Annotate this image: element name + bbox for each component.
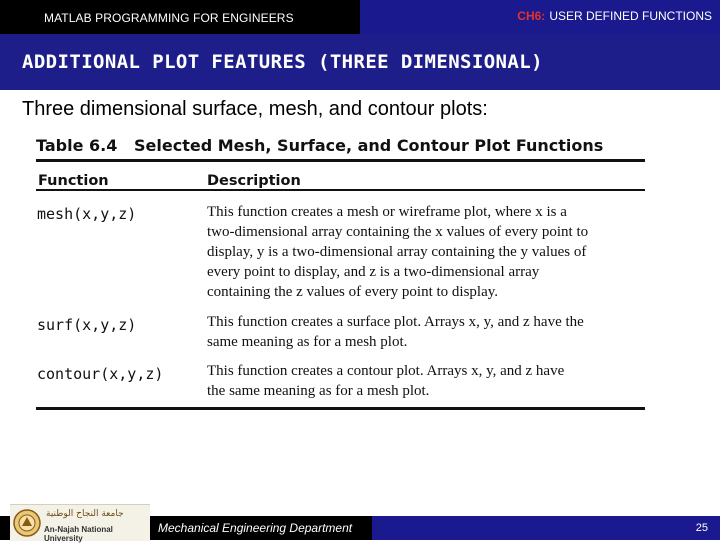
logo-english-text: An-Najah National University xyxy=(44,525,113,543)
description-line: two-dimensional array containing the x values of every point to xyxy=(207,224,589,240)
slide-title: ADDITIONAL PLOT FEATURES (THREE DIMENSIONAL) xyxy=(22,51,543,73)
header-left-panel xyxy=(0,0,360,34)
description-line: containing the z values of every point to display. xyxy=(207,284,499,300)
description-line: display, y is a two-dimensional array containing the y values of xyxy=(207,244,587,260)
course-title: MATLAB PROGRAMMING FOR ENGINEERS xyxy=(44,11,294,25)
description-line: same meaning as for a mesh plot. xyxy=(207,334,408,350)
description-line: This function creates a surface plot. Arrays x, y, and z have the xyxy=(207,314,584,330)
chapter-number: CH6: xyxy=(517,9,546,23)
chapter-label xyxy=(517,9,712,23)
logo-arabic-text: جامعة النجاح الوطنية xyxy=(46,509,124,519)
description-cell-contour xyxy=(207,361,647,401)
table-caption: Selected Mesh, Surface, and Contour Plot Functions xyxy=(134,136,604,155)
university-seal-icon xyxy=(12,508,42,538)
description-line: This function creates a mesh or wireframe plot, where x is a xyxy=(207,204,567,220)
table-header-rule xyxy=(36,189,645,191)
plot-functions-table xyxy=(36,132,646,417)
department-name: Mechanical Engineering Department xyxy=(158,521,353,535)
description-line: the same meaning as for a mesh plot. xyxy=(207,383,430,399)
chapter-title: USER DEFINED FUNCTIONS xyxy=(549,9,712,23)
description-cell-mesh xyxy=(207,202,647,302)
slide-header xyxy=(0,0,720,34)
table-number: Table 6.4 xyxy=(36,136,118,155)
footer-page-panel xyxy=(372,516,720,540)
description-line: every point to display, and z is a two-dimensional array xyxy=(207,264,540,280)
header-right-panel xyxy=(360,0,720,34)
title-band xyxy=(0,34,720,90)
university-logo xyxy=(10,504,150,541)
table-bottom-rule xyxy=(36,407,645,410)
function-cell-mesh: mesh(x,y,z) xyxy=(37,205,137,223)
footer-edge xyxy=(0,516,10,540)
function-cell-contour: contour(x,y,z) xyxy=(37,365,164,383)
page-number: 25 xyxy=(695,522,708,534)
description-line: This function creates a contour plot. Arrays x, y, and z have xyxy=(207,363,565,379)
description-cell-surf xyxy=(207,312,647,352)
slide-subtitle: Three dimensional surface, mesh, and contour plots: xyxy=(22,98,488,120)
column-header-description: Description xyxy=(207,173,301,189)
table-top-rule xyxy=(36,159,645,162)
function-cell-surf: surf(x,y,z) xyxy=(37,316,137,334)
table-heading xyxy=(36,136,603,155)
column-header-function: Function xyxy=(38,173,109,189)
footer-department-panel xyxy=(150,516,372,540)
